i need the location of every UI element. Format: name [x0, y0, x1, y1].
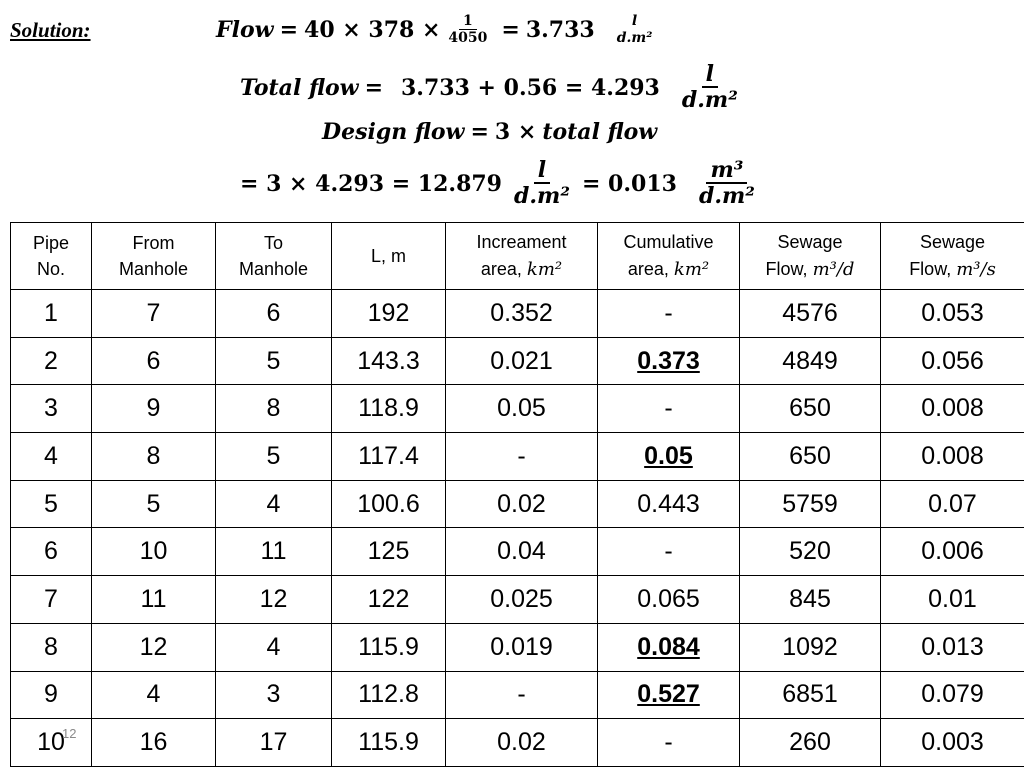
column-header-unit: m³/s: [956, 258, 996, 280]
eq1-unit: [613, 14, 657, 45]
table-cell: -: [598, 528, 740, 576]
column-header-line2: Flow,: [909, 258, 952, 279]
table-cell: 0.079: [881, 671, 1024, 719]
table-row: [11, 671, 1024, 719]
eq2-unit: [678, 62, 742, 113]
table-cell: 0.04: [446, 528, 598, 576]
column-header: [332, 223, 446, 290]
eq2-expression: 3.733 + 0.56 = 4.293: [401, 75, 660, 101]
table-cell: -: [598, 719, 740, 767]
eq1-frac-den: 4050: [448, 30, 488, 47]
table-cell: 6: [11, 528, 92, 576]
table-cell: 4: [216, 623, 332, 671]
column-header: [446, 223, 598, 290]
table-header-row: [11, 223, 1024, 290]
column-header: [216, 223, 332, 290]
column-header-line1: From: [132, 232, 175, 253]
equation-flow: [216, 6, 660, 54]
eq1-equals: =: [279, 17, 299, 43]
table-cell: 10: [11, 719, 92, 767]
table-cell: 11: [216, 528, 332, 576]
solution-heading: Solution:: [10, 18, 91, 42]
table-cell: 12: [92, 623, 216, 671]
table-cell: 118.9: [332, 385, 446, 433]
eq1-frac-num: 1: [459, 14, 477, 30]
column-header-line1: Cumulative: [623, 232, 714, 253]
column-header-line1: Sewage: [777, 232, 843, 253]
table-row: [11, 337, 1024, 385]
table-cell: 0.01: [881, 576, 1024, 624]
column-header-unit: m³/d: [812, 258, 855, 280]
column-header-line1: Pipe: [32, 232, 70, 253]
table-cell: 0.053: [881, 290, 1024, 338]
table-cell: 11: [92, 576, 216, 624]
table-cell: -: [446, 433, 598, 481]
column-header-line2: area,: [627, 258, 669, 279]
table-cell: 0.025: [446, 576, 598, 624]
table-cell: 6851: [740, 671, 881, 719]
eq3-equals: =: [470, 119, 489, 145]
table-cell: 0.05: [598, 433, 740, 481]
eq4-unit-2: [695, 158, 759, 209]
table-cell: 0.373: [598, 337, 740, 385]
table-cell: 143.3: [332, 337, 446, 385]
eq3-rhs: total flow: [542, 119, 658, 145]
table-cell: 122: [332, 576, 446, 624]
column-header: [881, 223, 1024, 290]
eq3-expression: 3 ×: [494, 119, 537, 145]
eq4-equals-result: = 0.013: [581, 171, 677, 197]
table-cell: 9: [11, 671, 92, 719]
table-cell: 0.019: [446, 623, 598, 671]
table-cell: 8: [92, 433, 216, 481]
table-cell: 16: [92, 719, 216, 767]
table-cell: 10: [92, 528, 216, 576]
table-cell: 112.8: [332, 671, 446, 719]
eq4-unit: [510, 158, 574, 209]
eq4-unit2-num: m³: [706, 158, 747, 184]
table-cell: 9: [92, 385, 216, 433]
eq1-equals-2: =: [501, 17, 520, 43]
table-cell: 0.065: [598, 576, 740, 624]
table-cell: 650: [740, 385, 881, 433]
eq4-unit-num: l: [534, 158, 550, 184]
table-body: [11, 290, 1024, 767]
table-cell: 0.02: [446, 480, 598, 528]
table-cell: 0.352: [446, 290, 598, 338]
table-row: [11, 623, 1024, 671]
table-cell: 7: [92, 290, 216, 338]
table-cell: 4576: [740, 290, 881, 338]
table-cell: 0.013: [881, 623, 1024, 671]
column-header-line1: Increament: [476, 232, 567, 253]
table-cell: 1092: [740, 623, 881, 671]
table-cell: 0.003: [881, 719, 1024, 767]
table-cell: 260: [740, 719, 881, 767]
column-header-line2: Manhole: [118, 259, 189, 279]
eq1-lhs: Flow: [216, 17, 274, 43]
eq2-equals: =: [364, 75, 383, 101]
eq1-expression: 40 × 378 ×: [304, 17, 441, 43]
table-cell: 8: [216, 385, 332, 433]
column-header-line2: No.: [36, 259, 65, 279]
table-cell: 6: [216, 290, 332, 338]
equation-design-flow: [322, 116, 657, 148]
equation-total-flow: [240, 56, 746, 120]
page-number: 12: [62, 726, 77, 741]
eq3-lhs: Design flow: [322, 119, 465, 145]
column-header-line2: Flow,: [765, 258, 808, 279]
table-cell: 0.056: [881, 337, 1024, 385]
table-row: [11, 433, 1024, 481]
column-header-unit: km²: [673, 258, 710, 280]
eq4-unit2-den: d.m²: [698, 183, 755, 210]
table-cell: 0.05: [446, 385, 598, 433]
sewage-flow-table: [10, 222, 1024, 767]
table-cell: -: [598, 290, 740, 338]
table-cell: 2: [11, 337, 92, 385]
table-cell: 5: [11, 480, 92, 528]
table-cell: 8: [11, 623, 92, 671]
eq4-unit-den: d.m²: [514, 183, 570, 210]
eq1-unit-den: d.m²: [616, 29, 653, 46]
table-cell: 0.443: [598, 480, 740, 528]
table-cell: 4: [216, 480, 332, 528]
table-cell: 3: [216, 671, 332, 719]
table-row: [11, 576, 1024, 624]
table-cell: 1: [11, 290, 92, 338]
eq2-unit-den: d.m²: [681, 87, 738, 114]
table-cell: 0.006: [881, 528, 1024, 576]
table-cell: 3: [11, 385, 92, 433]
table-cell: 100.6: [332, 480, 446, 528]
table-cell: 4: [11, 433, 92, 481]
column-header-unit: km²: [526, 258, 563, 280]
table-cell: 4849: [740, 337, 881, 385]
table-cell: 0.07: [881, 480, 1024, 528]
table-cell: 0.008: [881, 385, 1024, 433]
table-cell: 5759: [740, 480, 881, 528]
table-cell: 0.02: [446, 719, 598, 767]
table-cell: 845: [740, 576, 881, 624]
column-header: [740, 223, 881, 290]
column-header: [598, 223, 740, 290]
table-cell: 7: [11, 576, 92, 624]
equation-design-flow-value: [240, 150, 763, 218]
table-cell: 0.527: [598, 671, 740, 719]
table-cell: 115.9: [332, 623, 446, 671]
eq4-expression: = 3 × 4.293 = 12.879: [240, 171, 502, 197]
table-row: [11, 290, 1024, 338]
eq1-result: 3.733: [525, 17, 595, 43]
column-header: [11, 223, 92, 290]
eq2-unit-num: l: [702, 62, 718, 88]
table-cell: -: [598, 385, 740, 433]
table-cell: 5: [92, 480, 216, 528]
table-cell: 5: [216, 433, 332, 481]
table-row: [11, 480, 1024, 528]
column-header: [92, 223, 216, 290]
table-row: [11, 385, 1024, 433]
table-cell: 0.021: [446, 337, 598, 385]
column-header-line1: L, m: [370, 245, 406, 266]
table-cell: 520: [740, 528, 881, 576]
table-cell: 5: [216, 337, 332, 385]
table-row: [11, 528, 1024, 576]
column-header-line2: Manhole: [238, 259, 309, 279]
table-cell: 0.084: [598, 623, 740, 671]
table-cell: 125: [332, 528, 446, 576]
table-cell: 4: [92, 671, 216, 719]
eq1-unit-num: l: [631, 13, 638, 30]
table-cell: -: [446, 671, 598, 719]
table-cell: 117.4: [332, 433, 446, 481]
table-cell: 17: [216, 719, 332, 767]
eq1-fraction: [444, 14, 491, 46]
column-header-line1: To: [263, 232, 283, 253]
column-header-line2: area,: [480, 258, 522, 279]
table-cell: 12: [216, 576, 332, 624]
table-cell: 192: [332, 290, 446, 338]
table-cell: 0.008: [881, 433, 1024, 481]
table-cell: 115.9: [332, 719, 446, 767]
table-cell: 650: [740, 433, 881, 481]
eq2-lhs: Total flow: [240, 75, 359, 101]
column-header-line1: Sewage: [919, 232, 986, 253]
table-row: [11, 719, 1024, 767]
table-cell: 6: [92, 337, 216, 385]
